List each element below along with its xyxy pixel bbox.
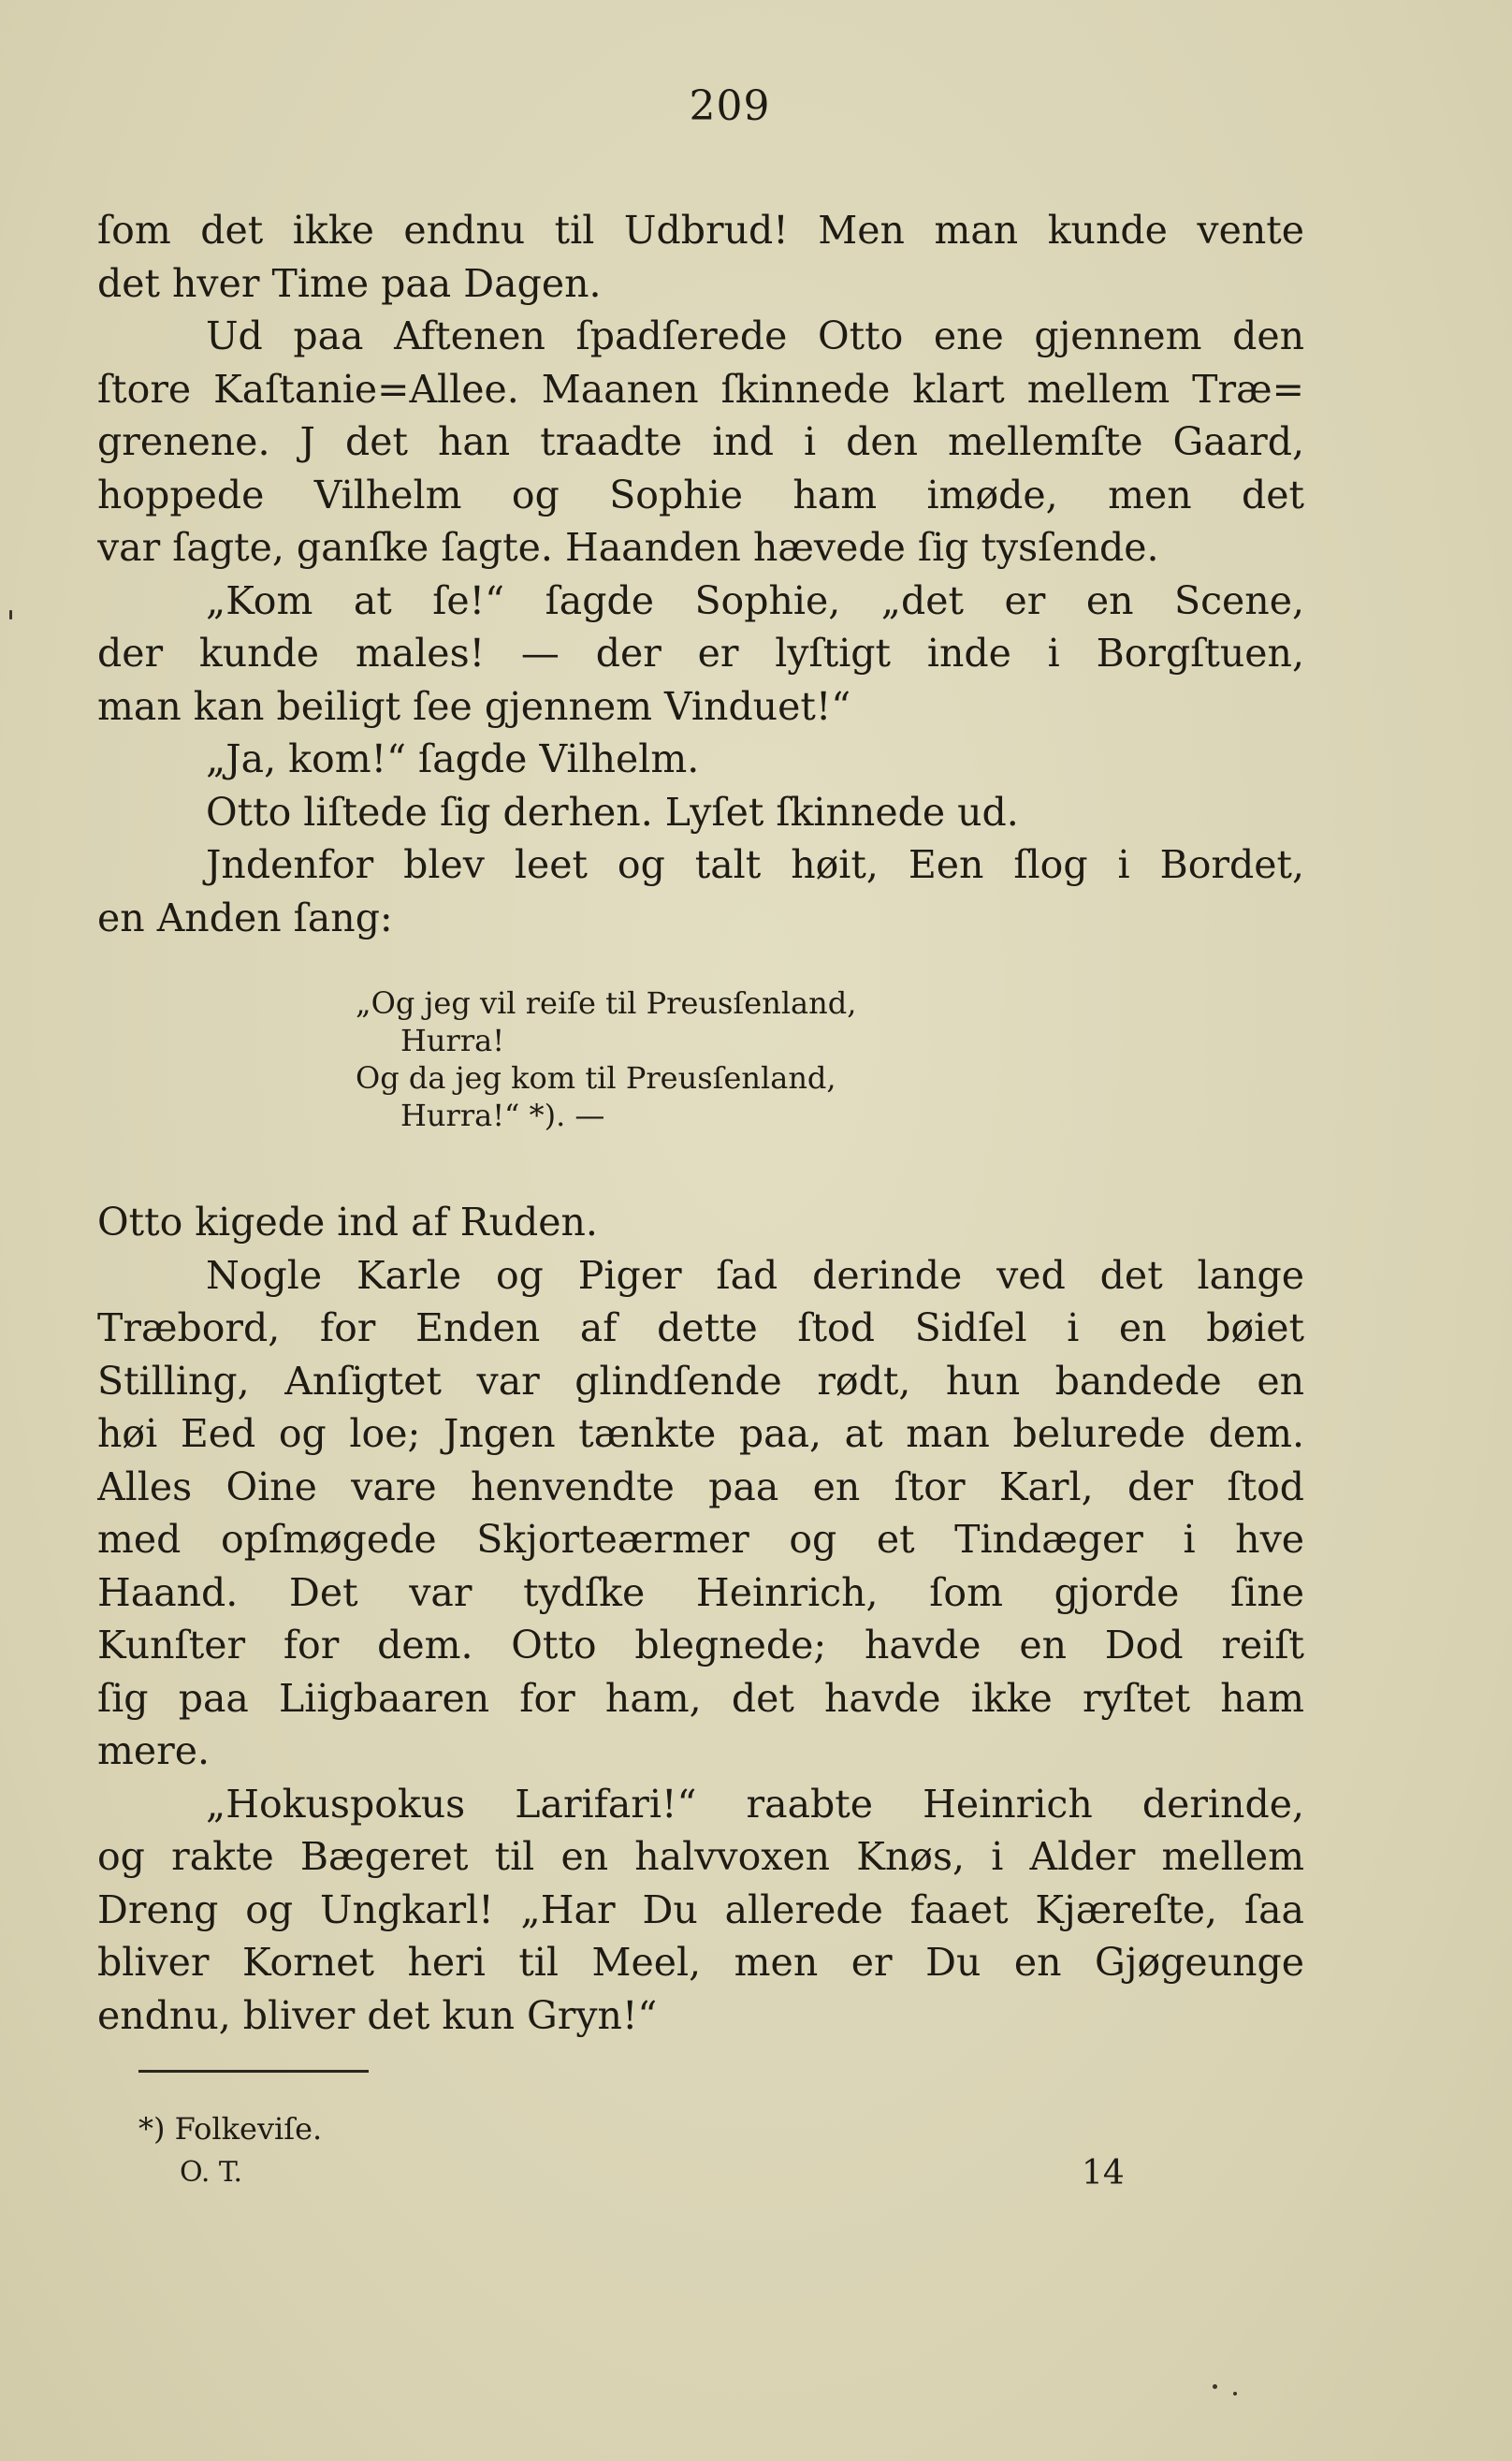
sheet-number: 14 (1082, 2154, 1125, 2192)
text-line: og rakte Bægeret til en halvvoxen Knøs, i Alder mellem (97, 1834, 1304, 1879)
text-line: Træbord, for Enden af dette ſtod Sidſel i en bøiet (97, 1305, 1304, 1350)
text-line: Ud paa Aftenen ſpadſerede Otto ene gjennem den (206, 313, 1304, 358)
footnote-divider (138, 2070, 369, 2073)
text-line: Dreng og Ungkarl! „Har Du allerede faaet Kjæreſte, ſaa (97, 1886, 1304, 1932)
text-line: Haand. Det var tydſke Heinrich, ſom gjorde ſine (97, 1569, 1304, 1615)
text-line: en Anden ſang: (97, 895, 393, 940)
main-text-block-2 (97, 1196, 1304, 2042)
ink-speck (1233, 2392, 1237, 2395)
song-verse (356, 984, 1067, 1134)
text-line: der kunde males! — der er lyſtigt inde i Borgſtuen, (97, 631, 1304, 676)
text-line: det hver Time paa Dagen. (97, 260, 602, 306)
text-line: var ſagte, ganſke ſagte. Haanden hævede ſig tysſende. (97, 525, 1159, 570)
text-line: „Ja, kom!“ ſagde Vilhelm. (206, 736, 700, 781)
text-line: med opſmøgede Skjorteærmer og et Tindæger i hve (97, 1517, 1304, 1562)
verse-line: Hurra! (400, 1023, 505, 1058)
text-line: Otto kigede ind af Ruden. (97, 1200, 598, 1245)
page-number: 209 (689, 82, 771, 130)
text-line: „Kom at ſe!“ ſagde Sophie, „det er en Scene, (206, 577, 1304, 623)
text-line: hoppede Vilhelm og Sophie ham imøde, men det (97, 472, 1304, 517)
text-line: man kan beiligt ſee gjennem Vinduet!“ (97, 683, 851, 729)
text-line: Alles Oine vare henvendte paa en ſtor Karl, der ſtod (97, 1463, 1304, 1509)
text-line: ſtore Kaſtanie=Allee. Maanen ſkinnede klart mellem Træ= (97, 366, 1304, 412)
footnote (138, 2107, 322, 2150)
text-line: ſom det ikke endnu til Udbrud! Men man kunde vente (97, 208, 1304, 253)
ink-speck (1213, 2384, 1217, 2389)
text-line: høi Eed og loe; Jngen tænkte paa, at man belurede dem. (97, 1411, 1304, 1456)
verse-line: Og da jeg kom til Preusſenland, (356, 1060, 836, 1096)
ink-speck (9, 610, 12, 619)
text-line: endnu, bliver det kun Gryn!“ (97, 1992, 658, 2038)
main-text-block-1 (97, 204, 1304, 944)
text-line: grenene. J det han traadte ind i den mellemſte Gaard, (97, 419, 1304, 464)
text-line: Nogle Karle og Piger ſad derinde ved det lange (206, 1252, 1304, 1298)
text-line: Stilling, Anſigtet var glindſende rødt, hun bandede en (97, 1358, 1304, 1404)
text-line: Kunſter for dem. Otto blegnede; havde en Dod reiſt (97, 1623, 1304, 1667)
footnote-marker: *) (138, 2111, 166, 2147)
text-line: „Hokuspokus Larifari!“ raabte Heinrich derinde, (206, 1781, 1304, 1827)
signature-mark: O. T. (180, 2156, 243, 2189)
footnote-text: Folkeviſe. (174, 2111, 323, 2147)
verse-line: Hurra!“ *). — (400, 1098, 605, 1133)
verse-line: „Og jeg vil reiſe til Preusſenland, (356, 985, 857, 1021)
text-line: ſig paa Liigbaaren for ham, det havde ikke ryſtet ham (97, 1675, 1304, 1721)
text-line: Jndenfor blev leet og talt høit, Een ſlog i Bordet, (206, 842, 1304, 887)
text-line: mere. (97, 1728, 211, 1773)
text-line: bliver Kornet heri til Meel, men er Du en Gjøgeunge (97, 1940, 1304, 1985)
text-line: Otto liſtede ſig derhen. Lyſet ſkinnede ud. (206, 789, 1019, 835)
